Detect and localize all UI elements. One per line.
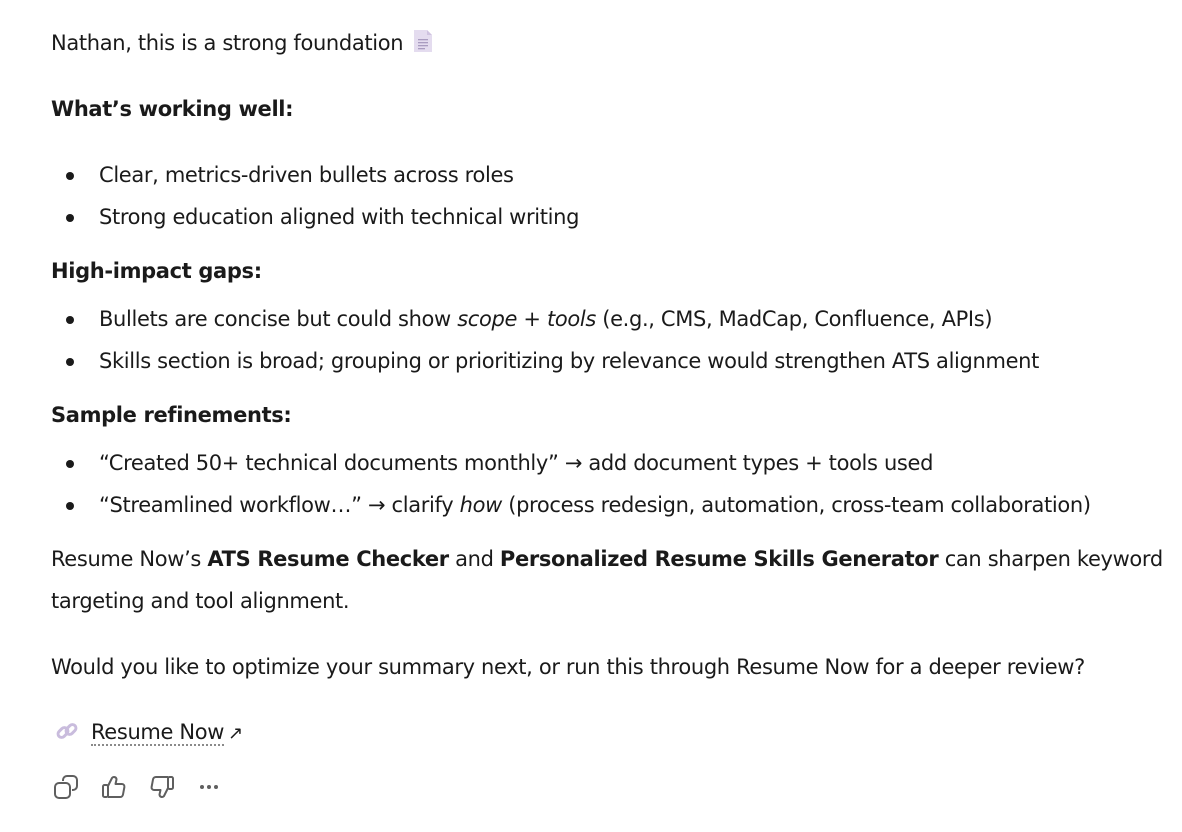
working-well-list bbox=[51, 154, 579, 238]
gaps-list bbox=[51, 298, 1039, 382]
item-text: (process redesign, automation, cross-team collaboration) bbox=[501, 493, 1091, 517]
thumbs-up-icon bbox=[100, 773, 128, 806]
list-item: Clear, metrics-driven bullets across roles bbox=[51, 154, 579, 196]
intro-paragraph bbox=[51, 22, 433, 64]
source-link[interactable] bbox=[55, 716, 243, 750]
section-heading-gaps: High-impact gaps: bbox=[51, 259, 262, 283]
more-options-button[interactable] bbox=[195, 774, 225, 804]
link-icon bbox=[55, 719, 79, 748]
list-item bbox=[51, 484, 1091, 526]
list-item: Skills section is broad; grouping or prioritizing by relevance would strengthen ATS alignment bbox=[51, 340, 1039, 382]
promo-tool-skills-generator: Personalized Resume Skills Generator bbox=[499, 547, 939, 571]
item-text: (e.g., CMS, MadCap, Confluence, APIs) bbox=[595, 307, 993, 331]
intro-text: Nathan, this is a strong foundation bbox=[51, 31, 404, 55]
thumbs-down-icon bbox=[148, 773, 176, 806]
promo-text: and bbox=[448, 547, 500, 571]
list-item bbox=[51, 298, 1039, 340]
promo-paragraph-line2: targeting and tool alignment. bbox=[51, 589, 350, 613]
thumbs-down-button[interactable] bbox=[147, 774, 177, 804]
list-item: Strong education aligned with technical writing bbox=[51, 196, 579, 238]
refinements-list bbox=[51, 442, 1091, 526]
promo-paragraph bbox=[51, 538, 1163, 580]
list-item: “Created 50+ technical documents monthly” → add document types + tools used bbox=[51, 442, 1091, 484]
more-icon bbox=[196, 773, 224, 806]
promo-tool-ats-checker: ATS Resume Checker bbox=[207, 547, 449, 571]
message-actions bbox=[51, 774, 243, 804]
item-emphasis: scope + tools bbox=[457, 307, 596, 331]
thumbs-up-button[interactable] bbox=[99, 774, 129, 804]
item-text: Bullets are concise but could show bbox=[99, 307, 458, 331]
follow-up-question: Would you like to optimize your summary next, or run this through Resume Now for a deeper review? bbox=[51, 655, 1085, 679]
section-heading-working-well: What’s working well: bbox=[51, 97, 294, 121]
item-text: “Streamlined workflow…” → clarify bbox=[99, 493, 460, 517]
copy-button[interactable] bbox=[51, 774, 81, 804]
promo-text: can sharpen keyword bbox=[938, 547, 1163, 571]
source-link-label[interactable]: Resume Now bbox=[91, 720, 225, 744]
copy-icon bbox=[52, 773, 80, 806]
item-emphasis: how bbox=[459, 493, 502, 517]
document-icon bbox=[413, 25, 433, 49]
external-link-icon: ↗ bbox=[228, 722, 243, 744]
section-heading-refinements: Sample refinements: bbox=[51, 403, 292, 427]
promo-text: Resume Now’s bbox=[51, 547, 208, 571]
